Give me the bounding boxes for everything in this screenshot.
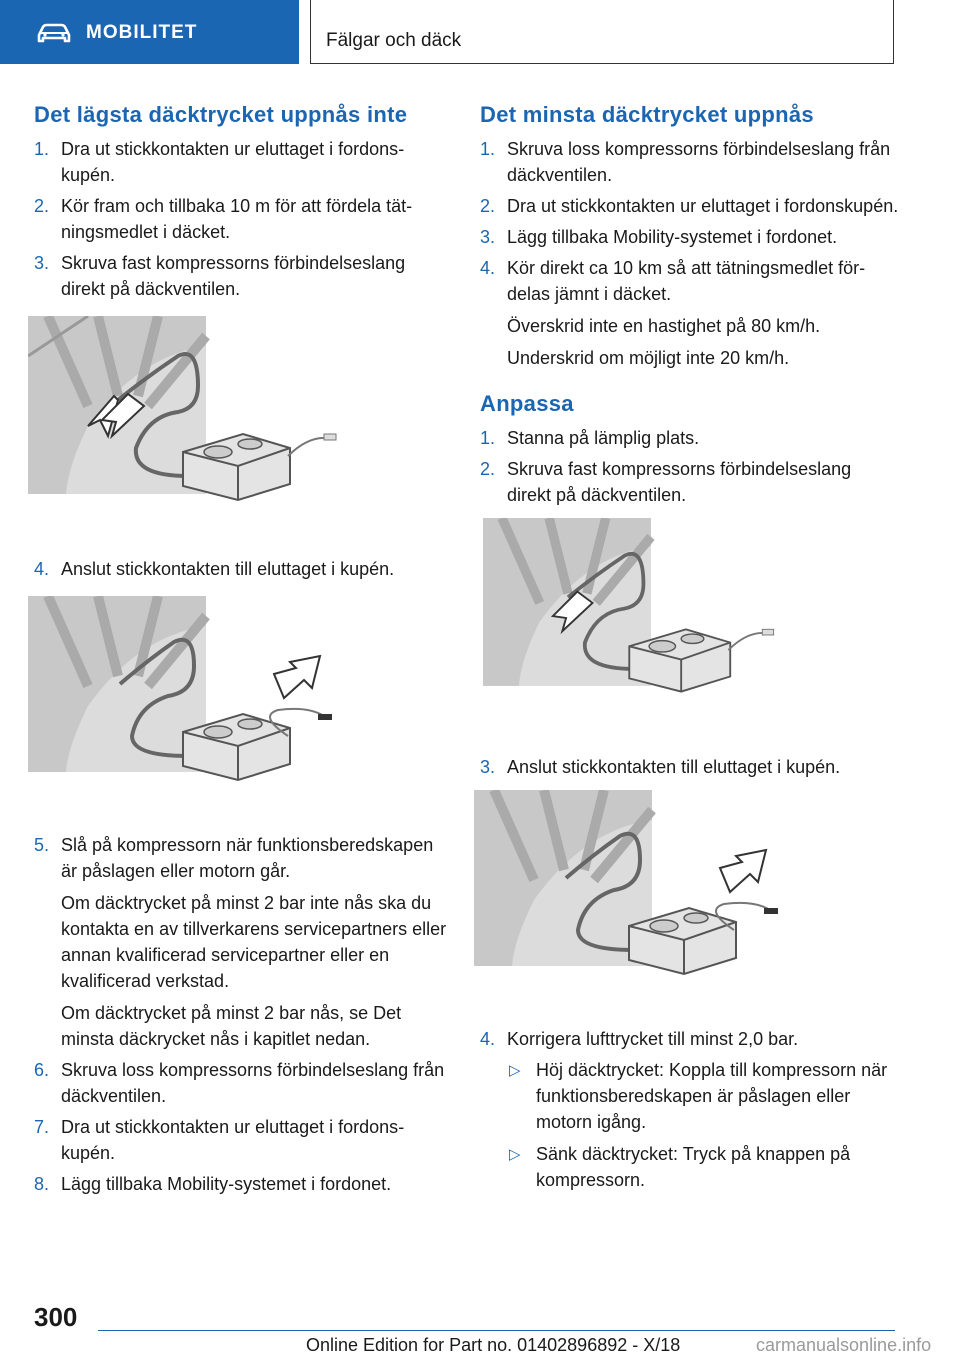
section-tab <box>0 0 299 64</box>
list-item <box>34 1057 448 1109</box>
step-text: Skruva loss kompressorns förbindelseslang från däckventilen. <box>507 139 891 185</box>
sub-item <box>507 1141 900 1193</box>
step-note: Underskrid om möjligt inte 20 km/h. <box>507 348 790 368</box>
section-heading-not-reached: Det lägsta däcktrycket uppnås inte <box>34 102 408 127</box>
footer-divider <box>98 1330 895 1331</box>
step-text: Dra ut stickkontakten ur eluttaget i fordonskupén. <box>61 1117 405 1163</box>
step-text: Skruva fast kompressorns förbindelseslang direkt på däckventilen. <box>507 459 852 505</box>
chapter-title: Fälgar och däck <box>326 30 462 51</box>
illustration-plug-in <box>474 790 900 1012</box>
illustration-hose-on-valve <box>474 518 900 740</box>
step-number: 4. <box>480 258 496 278</box>
step-text: Korrigera lufttrycket till minst 2,0 bar. <box>507 1029 799 1049</box>
triangle-bullet-icon: ▷ <box>509 1062 521 1079</box>
step-number: 7. <box>34 1117 50 1137</box>
section-label: MOBILITET <box>86 22 198 43</box>
step-text: Slå på kompressorn när funktionsberedskapen är påslagen eller motorn går. <box>61 835 434 881</box>
step-text: Lägg tillbaka Mobility-systemet i fordonet. <box>61 1174 392 1194</box>
step-list <box>34 556 448 582</box>
list-item <box>34 556 448 582</box>
step-text: Lägg tillbaka Mobility-systemet i fordonet. <box>507 227 838 247</box>
step-text: Skruva fast kompressorns förbindelseslang direkt på däckventilen. <box>61 253 406 299</box>
list-item <box>34 832 448 1052</box>
step-number: 2. <box>480 196 496 216</box>
step-number: 8. <box>34 1174 50 1194</box>
wheel-compressor-figure <box>28 596 348 796</box>
page-number: 300 <box>34 1302 78 1332</box>
section-heading-reached: Det minsta däcktrycket uppnås <box>480 102 814 127</box>
watermark: carmanualsonline.info <box>756 1335 932 1355</box>
step-list <box>34 832 448 1197</box>
section-heading-adjust: Anpassa <box>480 391 574 416</box>
step-number: 1. <box>480 139 496 159</box>
step-list <box>480 136 900 371</box>
step-number: 1. <box>480 428 496 448</box>
step-note: Om däcktrycket på minst 2 bar inte nås ska du kontakta en av tillverkarens servicepartners eller annan kvalificerad servicepartner eller en kvalificerad verkstad. <box>61 893 447 991</box>
step-list <box>480 1026 900 1193</box>
step-number: 3. <box>480 757 496 777</box>
step-text: Kör direkt ca 10 km så att tätningsmedlet fördelas jämnt i däcket. <box>507 258 866 304</box>
sub-item-text: Höj däcktrycket: Koppla till kompressorn när funktionsberedskapen är påslagen eller motorn igång. <box>536 1060 888 1132</box>
sub-list <box>507 1057 900 1193</box>
right-column <box>480 100 900 1199</box>
wheel-compressor-figure <box>474 518 794 718</box>
step-text: Dra ut stickkontakten ur eluttaget i fordonskupén. <box>61 139 405 185</box>
list-item <box>34 250 448 302</box>
illustration-hose-on-valve <box>28 316 448 542</box>
edition-text: Online Edition for Part no. 01402896892 - X/18 <box>306 1335 681 1355</box>
step-number: 5. <box>34 835 50 855</box>
list-item <box>34 1114 448 1166</box>
list-item <box>480 224 900 250</box>
step-number: 1. <box>34 139 50 159</box>
list-item <box>480 456 900 508</box>
left-column <box>34 100 448 1202</box>
arrow-shape <box>274 656 320 698</box>
step-note: Om däcktrycket på minst 2 bar nås, se Det minsta däckrycket nås i kapitlet nedan. <box>61 1003 402 1049</box>
list-item <box>480 193 900 219</box>
list-item <box>480 255 900 371</box>
step-text: Stanna på lämplig plats. <box>507 428 700 448</box>
step-note: Överskrid inte en hastighet på 80 km/h. <box>507 316 821 336</box>
illustration-plug-in <box>28 596 448 818</box>
step-list <box>480 754 900 780</box>
chapter-header <box>310 0 894 64</box>
sub-item <box>507 1057 900 1135</box>
list-item <box>34 193 448 245</box>
step-number: 2. <box>480 459 496 479</box>
list-item <box>480 136 900 188</box>
step-list <box>480 425 900 508</box>
step-number: 4. <box>34 559 50 579</box>
step-text: Dra ut stickkontakten ur eluttaget i fordonskupén. <box>507 196 899 216</box>
sub-item-text: Sänk däcktrycket: Tryck på knappen på kompressorn. <box>536 1144 851 1190</box>
list-item <box>480 1026 900 1193</box>
list-item <box>480 425 900 451</box>
step-text: Anslut stickkontakten till eluttaget i kupén. <box>61 559 395 579</box>
step-text: Anslut stickkontakten till eluttaget i kupén. <box>507 757 841 777</box>
step-number: 6. <box>34 1060 50 1080</box>
step-text: Skruva loss kompressorns förbindelseslang från däckventilen. <box>61 1060 445 1106</box>
list-item <box>480 754 900 780</box>
step-number: 3. <box>34 253 50 273</box>
step-text: Kör fram och tillbaka 10 m för att fördela tätningsmedlet i däcket. <box>61 196 413 242</box>
list-item <box>34 136 448 188</box>
step-list <box>34 136 448 302</box>
step-number: 2. <box>34 196 50 216</box>
triangle-bullet-icon: ▷ <box>509 1146 521 1163</box>
car-icon <box>36 22 72 44</box>
list-item <box>34 1171 448 1197</box>
wheel-compressor-figure <box>474 790 794 990</box>
wheel-compressor-figure <box>28 316 348 528</box>
step-number: 3. <box>480 227 496 247</box>
step-number: 4. <box>480 1029 496 1049</box>
